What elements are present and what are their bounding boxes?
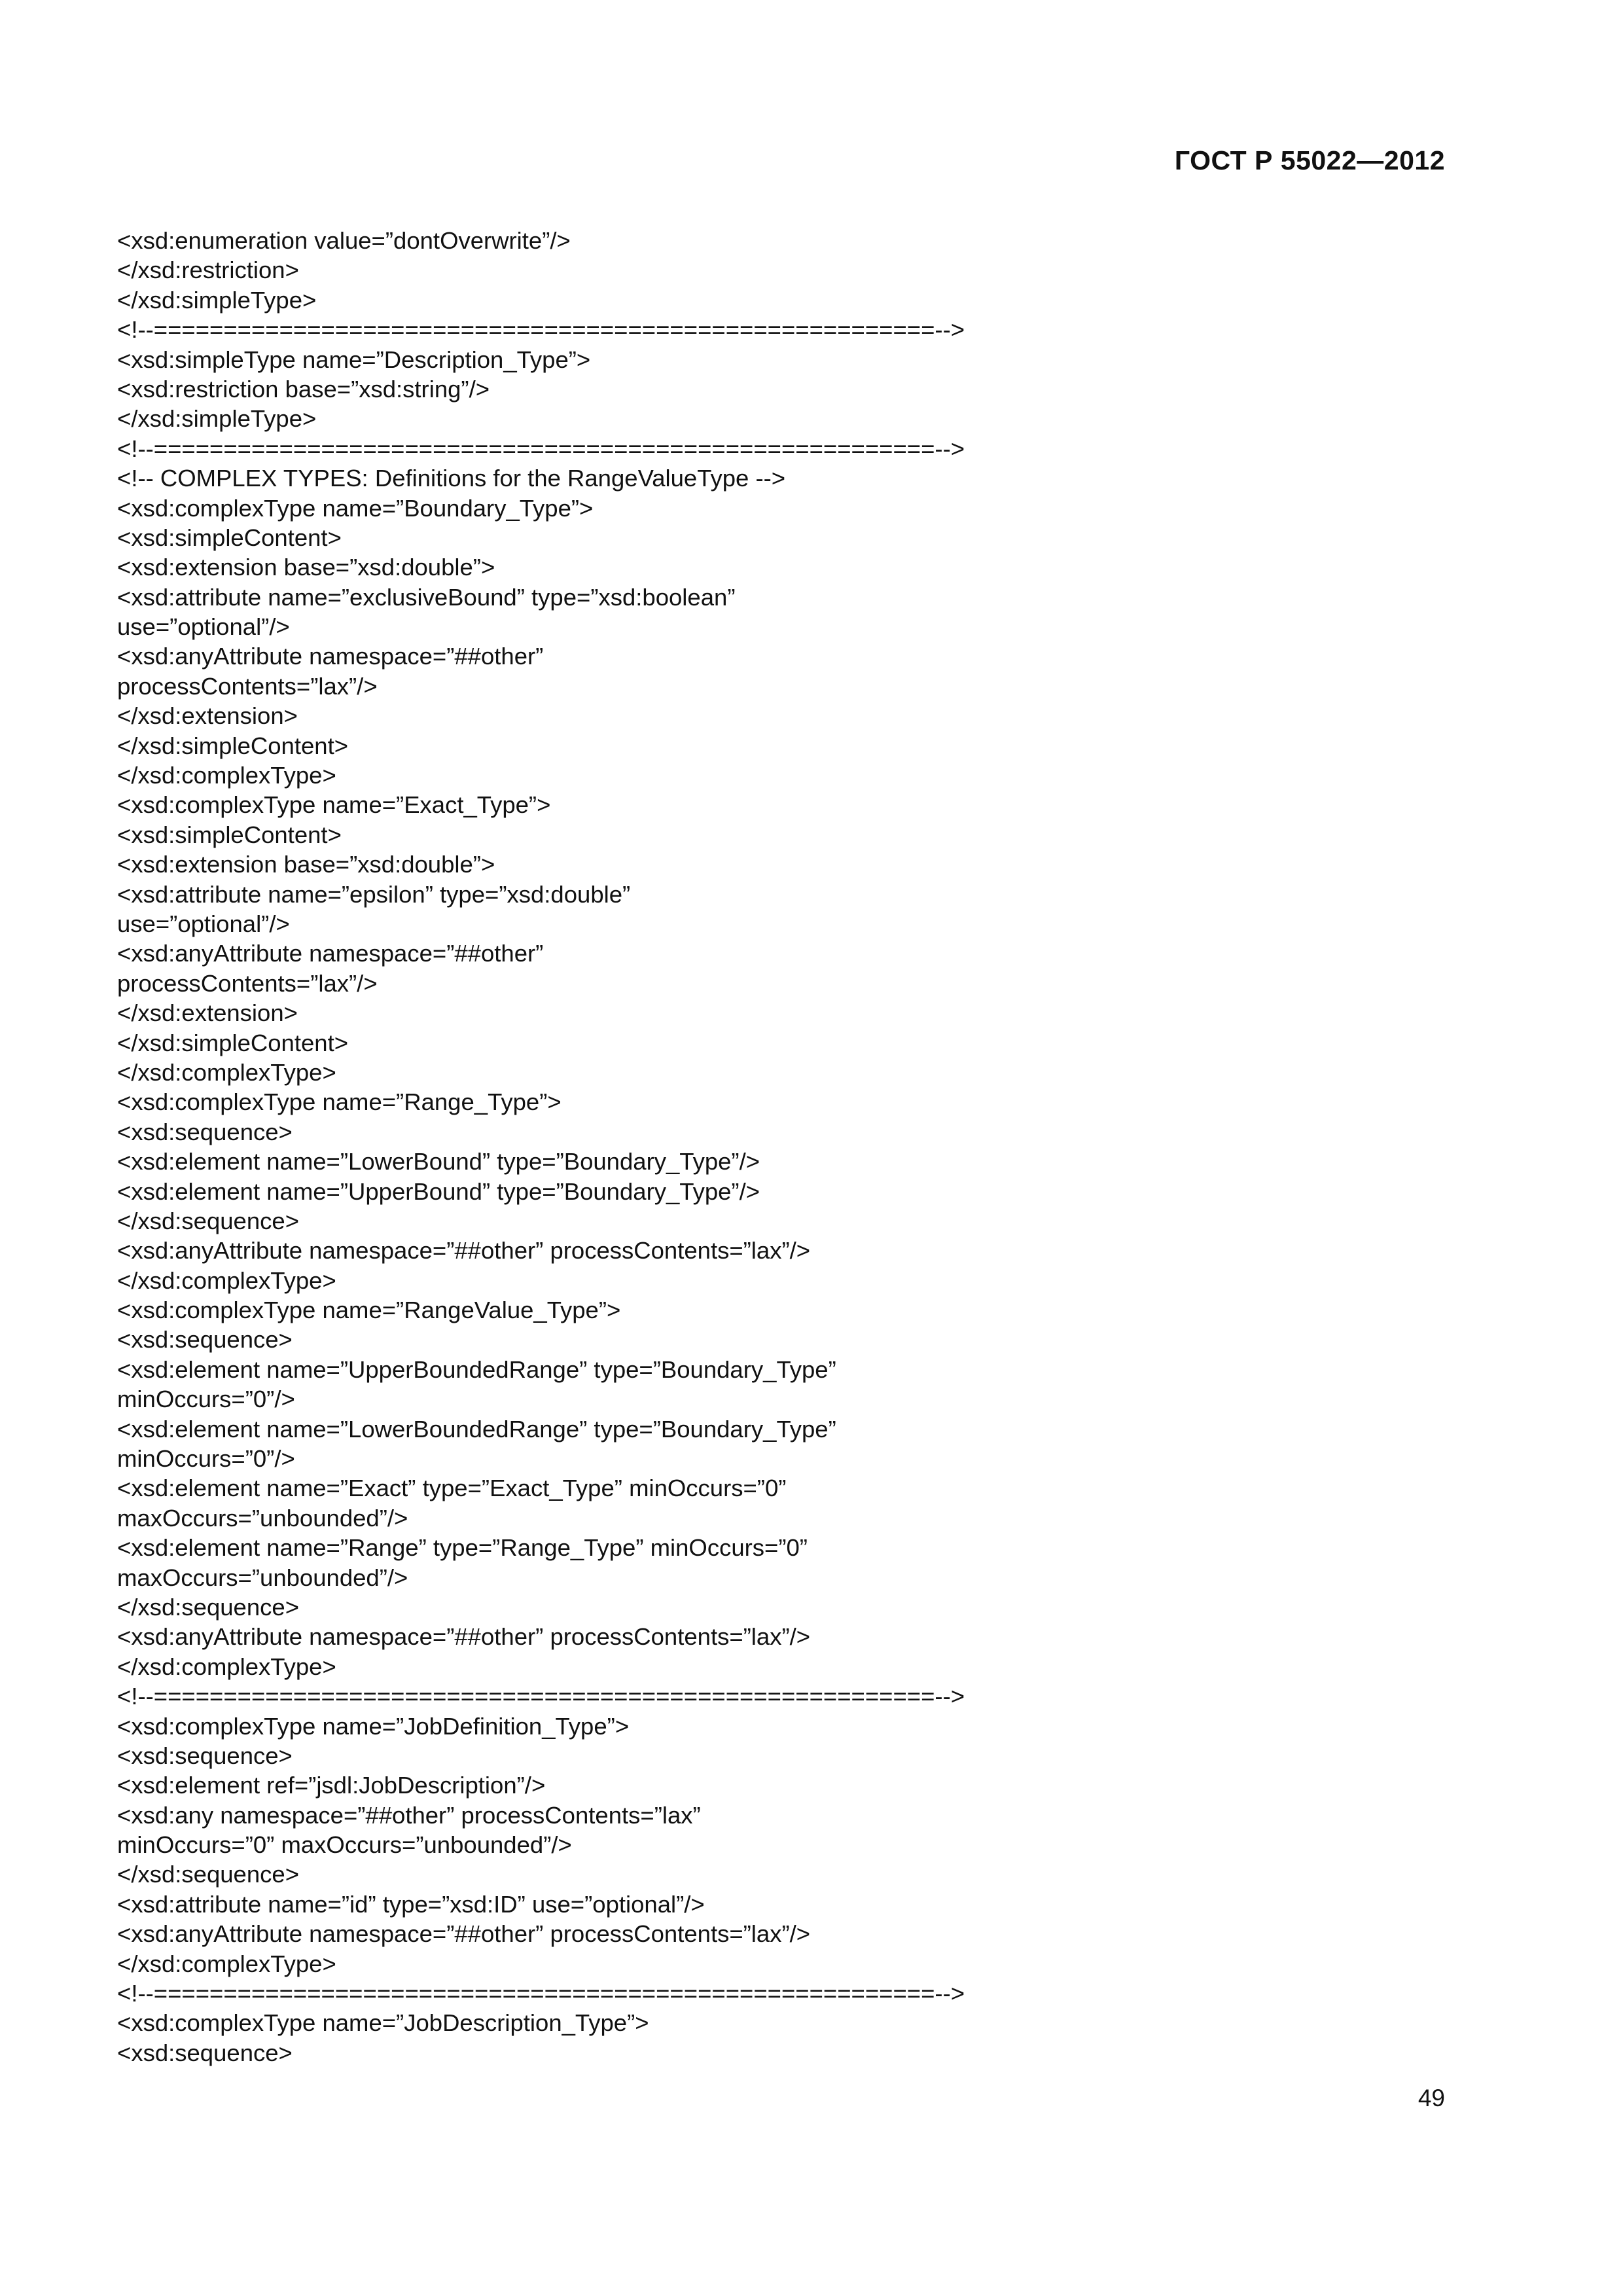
code-line: </xsd:complexType> <box>117 1058 336 1086</box>
code-line: <!--========================================================--> <box>117 1980 965 2007</box>
code-line: <xsd:complexType name=”Exact_Type”> <box>117 791 551 819</box>
code-line: </xsd:complexType> <box>117 1653 336 1680</box>
code-line: <xsd:enumeration value=”dontOverwrite”/> <box>117 227 571 254</box>
code-line: </xsd:simpleContent> <box>117 732 349 759</box>
code-line: <!-- COMPLEX TYPES: Definitions for the RangeValueType --> <box>117 465 786 492</box>
page-header-standard-id: ГОСТ Р 55022—2012 <box>1174 145 1445 175</box>
code-line: </xsd:extension> <box>117 702 298 730</box>
code-line: <xsd:restriction base=”xsd:string”/> <box>117 375 490 403</box>
code-line: <xsd:anyAttribute namespace=”##other” <box>117 940 544 967</box>
code-line: <xsd:attribute name=”epsilon” type=”xsd:double” <box>117 880 631 908</box>
code-line: <xsd:complexType name=”RangeValue_Type”> <box>117 1297 621 1324</box>
code-line: <xsd:attribute name=”id” type=”xsd:ID” use=”optional”/> <box>117 1890 705 1918</box>
code-line: <xsd:extension base=”xsd:double”> <box>117 554 495 581</box>
code-line: <xsd:simpleContent> <box>117 524 342 551</box>
code-line: </xsd:simpleType> <box>117 286 317 314</box>
code-line: <xsd:anyAttribute namespace=”##other” processContents=”lax”/> <box>117 1920 811 1948</box>
code-line: use=”optional”/> <box>117 910 290 937</box>
code-line: <xsd:anyAttribute namespace=”##other” processContents=”lax”/> <box>117 1237 811 1265</box>
code-line: <xsd:sequence> <box>117 2039 293 2066</box>
code-line: <xsd:sequence> <box>117 1326 293 1354</box>
xsd-code-listing <box>117 226 1446 2068</box>
code-line: </xsd:complexType> <box>117 762 336 789</box>
code-line: <xsd:element name=”LowerBoundedRange” type=”Boundary_Type” <box>117 1415 836 1443</box>
code-line: </xsd:complexType> <box>117 1950 336 1977</box>
code-line: <xsd:anyAttribute namespace=”##other” processContents=”lax”/> <box>117 1623 811 1651</box>
code-line: maxOccurs=”unbounded”/> <box>117 1504 408 1532</box>
code-line: <xsd:element ref=”jsdl:JobDescription”/> <box>117 1772 546 1799</box>
code-line: </xsd:sequence> <box>117 1593 300 1621</box>
code-line: </xsd:extension> <box>117 999 298 1027</box>
code-line: <xsd:anyAttribute namespace=”##other” <box>117 643 544 670</box>
code-line: <!--========================================================--> <box>117 435 965 462</box>
code-line: minOccurs=”0”/> <box>117 1386 295 1413</box>
code-line: processContents=”lax”/> <box>117 969 378 997</box>
code-line: </xsd:complexType> <box>117 1266 336 1294</box>
code-line: </xsd:simpleType> <box>117 405 317 433</box>
code-line: </xsd:sequence> <box>117 1207 300 1234</box>
code-line: </xsd:restriction> <box>117 257 299 284</box>
code-line: <xsd:element name=”Range” type=”Range_Type” minOccurs=”0” <box>117 1534 808 1562</box>
code-line: minOccurs=”0” maxOccurs=”unbounded”/> <box>117 1831 572 1859</box>
code-line: </xsd:sequence> <box>117 1861 300 1888</box>
code-line: <xsd:extension base=”xsd:double”> <box>117 851 495 878</box>
code-line: </xsd:simpleContent> <box>117 1029 349 1056</box>
code-line: <xsd:complexType name=”JobDescription_Type”> <box>117 2009 649 2037</box>
code-line: <xsd:element name=”Exact” type=”Exact_Type” minOccurs=”0” <box>117 1475 787 1502</box>
code-line: maxOccurs=”unbounded”/> <box>117 1564 408 1591</box>
code-line: processContents=”lax”/> <box>117 672 378 700</box>
code-line: <!--========================================================--> <box>117 1683 965 1710</box>
code-line: <!--========================================================--> <box>117 316 965 344</box>
code-line: <xsd:attribute name=”exclusiveBound” type=”xsd:boolean” <box>117 583 736 611</box>
page-number: 49 <box>1418 2085 1445 2111</box>
code-line: <xsd:sequence> <box>117 1742 293 1769</box>
code-line: <xsd:simpleContent> <box>117 821 342 848</box>
code-line: use=”optional”/> <box>117 613 290 641</box>
code-line: <xsd:sequence> <box>117 1118 293 1145</box>
code-line: <xsd:complexType name=”JobDefinition_Type”> <box>117 1712 630 1740</box>
code-line: <xsd:complexType name=”Boundary_Type”> <box>117 494 594 522</box>
code-line: <xsd:any namespace=”##other” processContents=”lax” <box>117 1801 701 1829</box>
code-line: <xsd:simpleType name=”Description_Type”> <box>117 346 591 373</box>
code-line: <xsd:element name=”LowerBound” type=”Boundary_Type”/> <box>117 1148 760 1175</box>
code-line: <xsd:element name=”UpperBoundedRange” type=”Boundary_Type” <box>117 1355 836 1383</box>
code-line: <xsd:complexType name=”Range_Type”> <box>117 1088 562 1116</box>
code-line: minOccurs=”0”/> <box>117 1445 295 1473</box>
code-line: <xsd:element name=”UpperBound” type=”Boundary_Type”/> <box>117 1177 760 1205</box>
